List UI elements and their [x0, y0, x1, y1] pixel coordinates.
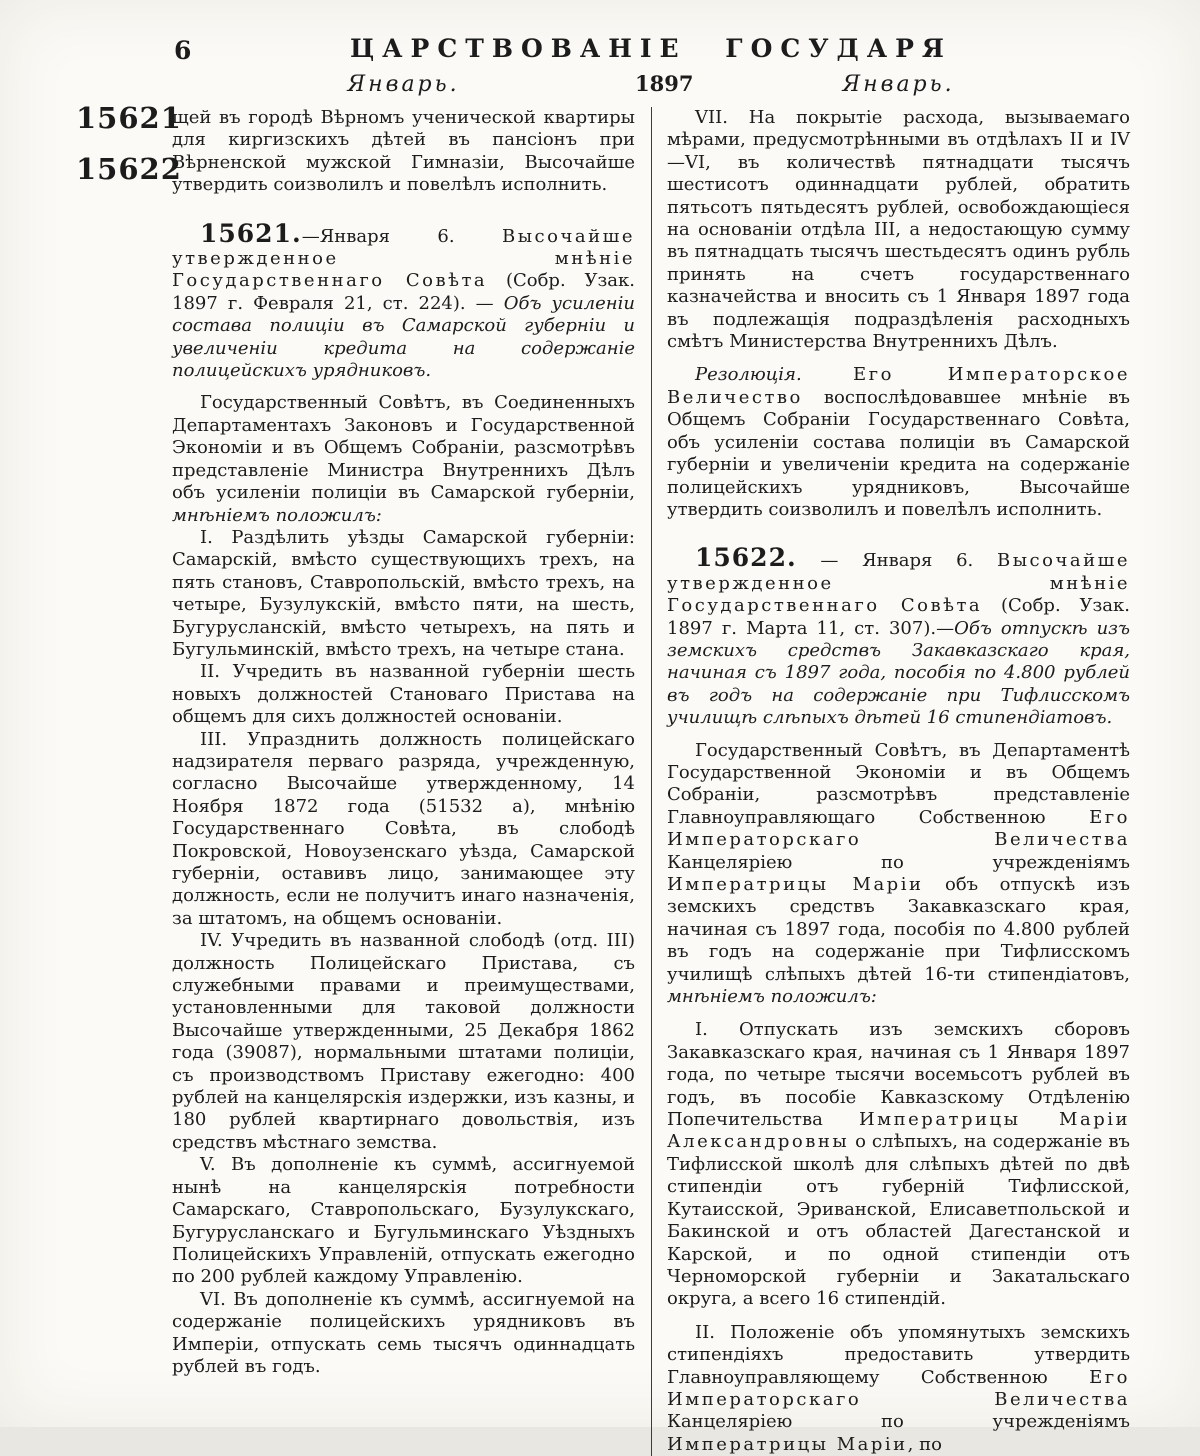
paragraph: III. Упразднить должность полицейскаго надзирателя перваго разряда, учрежденную, согласно Высочайше утвержденному, 14 Ноября 1872 года (51532 а), мнѣнію Государственнаго Совѣта, въ слободѣ Покровской, Новоузенскаго уѣзда, Самарской губерніи, оставивъ лицо, занимающее эту должность, если не получитъ инаго назначенія, за штатомъ, на общемъ основаніи.	[172, 728, 635, 929]
paragraph: II. Положеніе объ упомянутыхъ земскихъ стипендіяхъ предоставить утвердить Главноуправляющему Собственною Его Императорскаго Величества Канцеляріею по учрежденіямъ Императрицы Маріи, по	[667, 1321, 1130, 1455]
page-header	[172, 34, 1130, 97]
left-column	[172, 107, 635, 1456]
subheader-year: 1897	[635, 71, 694, 96]
subheader-month-left: Январь.	[347, 72, 460, 97]
paragraph: IV. Учредить въ названной слободѣ (отд. III) должность Полицейскаго Пристава, съ служебными правами и преимуществами, установленными для таковой должности Высочайше утвержденными, 25 Декабря 1862 года (39087), нормальными штатами полиціи, съ производствомъ Приставу ежегодно: 400 рублей на канцелярскія издержки, изъ казны, и 180 рублей квартирнаго довольствія, изъ средствъ мѣстнаго земства.	[172, 930, 635, 1153]
article-heading: 15621.—Января 6. Высочайше утвержденное мнѣніе Государственнаго Совѣта (Собр. Узак. 1897 г. Февраля 21, ст. 224). — Объ усиленіи состава полиціи въ Самарской губерніи и увеличеніи кредита на содержаніе полицейскихъ урядниковъ.	[172, 218, 636, 382]
paragraph: V. Въ дополненіе къ суммѣ, ассигнуемой нынѣ на канцелярскія потребности Самарскаго, Ставропольскаго, Бузулукскаго, Бугурусланскаго и Бугульминскаго Уѣздныхъ Полицейскихъ Управленій, отпускать ежегодно по 200 рублей каждому Управленію.	[172, 1154, 635, 1288]
margin-article-number: 15622	[76, 152, 182, 186]
column-divider	[651, 107, 652, 1456]
paragraph: Государственный Совѣтъ, въ Соединенныхъ Департаментахъ Законовъ и Государственной Экономіи и въ Общемъ Собраніи, разсмотрѣвъ представленіе Министра Внутреннихъ Дѣлъ объ усиленіи полиціи въ Самарской губерніи, мнѣніемъ положилъ:	[172, 392, 635, 526]
paragraph: VI. Въ дополненіе къ суммѣ, ассигнуемой на содержаніе полицейскихъ урядниковъ въ Имперіи, отпускать семь тысячъ одиннадцать рублей въ годъ.	[172, 1288, 635, 1377]
paragraph: II. Учредить въ названной губерніи шесть новыхъ должностей Становаго Пристава на общемъ для сихъ должностей основаніи.	[172, 661, 635, 728]
paragraph: Государственный Совѣтъ, въ Департаментѣ Государственной Экономіи и въ Общемъ Собраніи, разсмотрѣвъ представленіе Главноуправляющаго Собственною Его Императорскаго Величества Канцеляріею по учрежденіямъ Императрицы Маріи объ отпускѣ изъ земскихъ средствъ Закавказскаго края, начиная съ 1897 года, пособія по 4.800 рублей въ годъ на содержаніе при Тифлисскомъ училищѣ слѣпыхъ дѣтей 16-ти стипендіатовъ, мнѣніемъ положилъ:	[667, 739, 1130, 1008]
paragraph: Резолюція. Его Императорское Величество воспослѣдовавшее мнѣніе въ Общемъ Собраніи Государственнаго Совѣта, объ усиленіи состава полиціи въ Самарской губерніи и увеличеніи кредита на содержаніе полицейскихъ урядниковъ, Высочайше утвердить соизволилъ и повелѣлъ исполнить.	[667, 364, 1130, 520]
article-heading: 15622. — Января 6. Высочайше утвержденное мнѣніе Государственнаго Совѣта (Собр. Узак. 1897 г. Марта 11, ст. 307).—Объ отпускѣ изъ земскихъ средствъ Закавказскаго края, начиная съ 1897 года, пособія по 4.800 рублей въ годъ на содержаніе при Тифлисскомъ училищѣ слѣпыхъ дѣтей 16 стипендіатовъ.	[667, 543, 1131, 729]
margin-article-number: 15621	[76, 101, 182, 135]
margin-numbers	[76, 101, 182, 206]
page-title: ЦАРСТВОВАНІЕ ГОСУДАРЯ	[350, 34, 952, 63]
paragraph: I. Отпускать изъ земскихъ сборовъ Закавказскаго края, начиная съ 1 Января 1897 года, по четыре тысячи восемьсотъ рублей въ годъ, въ пособіе Кавказскому Отдѣленію Попечительства Императрицы Маріи Александровны о слѣпыхъ, на содержаніе въ Тифлисской школѣ для слѣпыхъ дѣтей по двѣ стипендіи отъ губерній Тифлисской, Кутаисской, Эриванской, Елисаветпольской и Бакинской и отъ областей Дагестанской и Карской, и по одной стипендіи отъ Черноморской губерніи и Закатальскаго округа, а всего 16 стипендій.	[667, 1019, 1130, 1310]
paragraph: I. Раздѣлить уѣзды Самарской губерніи: Самарскій, вмѣсто существующихъ трехъ, на пять становъ, Ставропольскій, вмѣсто трехъ, на четыре, Бузулукскій, вмѣсто пяти, на шесть, Бугурусланскій, вмѣсто четырехъ, на пять и Бугульминскій, вмѣсто трехъ, на четыре стана.	[172, 526, 635, 660]
text-columns	[172, 107, 1131, 1455]
subheader-month-right: Январь.	[842, 72, 955, 97]
paragraph: VII. На покрытіе расхода, вызываемаго мѣрами, предусмотрѣнными въ отдѣлахъ II и IV—VI, въ количествѣ пятнадцати тысячъ шестисотъ одиннадцати рублей, обратить пятьсотъ пятьдесятъ рублей, освобождающіеся на основаніи отдѣла III, а недостающую сумму въ пятнадцать тысячъ шестьдесятъ одинъ рубль принять на счетъ государственнаго казначейства и вносить съ 1 Января 1897 года въ подлежащія подраздѣленія расходныхъ смѣтъ Министерства Внутреннихъ Дѣлъ.	[667, 107, 1130, 353]
subheader	[172, 71, 1130, 97]
page-number: 6	[174, 36, 192, 65]
paragraph: щей въ городѣ Вѣрномъ ученической квартиры для киргизскихъ дѣтей въ пансіонъ при Вѣрненской мужской Гимназіи, Высочайше утвердить соизволилъ и повелѣлъ исполнить.	[172, 107, 635, 196]
right-column	[667, 107, 1130, 1456]
